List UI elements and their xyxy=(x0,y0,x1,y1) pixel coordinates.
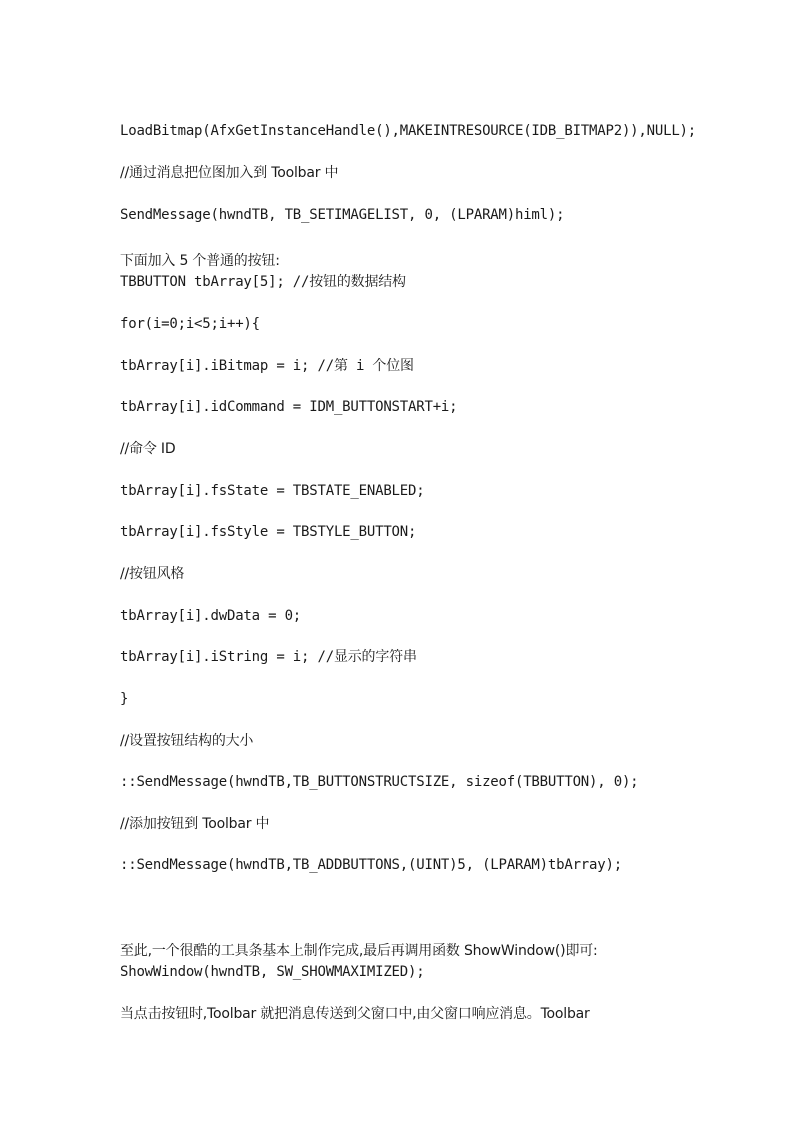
code-line-closing-brace: } xyxy=(120,691,129,707)
code-line-istring: tbArray[i].iString = i; //显示的字符串 xyxy=(120,649,417,665)
comment-line-add-buttons-toolbar: //添加按钮到 Toolbar 中 xyxy=(120,816,270,832)
code-line-sendmessage-structsize: ::SendMessage(hwndTB,TB_BUTTONSTRUCTSIZE, sizeof(TBBUTTON), 0); xyxy=(120,774,639,790)
code-line-sendmessage-addbuttons: ::SendMessage(hwndTB,TB_ADDBUTTONS,(UINT)5, (LPARAM)tbArray); xyxy=(120,857,622,873)
comment-line-command-id: //命令 ID xyxy=(120,441,176,457)
code-line-loadbitmap: LoadBitmap(AfxGetInstanceHandle(),MAKEINTRESOURCE(IDB_BITMAP2)),NULL); xyxy=(120,123,697,139)
comment-line-add-bitmap: //通过消息把位图加入到 Toolbar 中 xyxy=(120,165,339,181)
code-line-tbbutton-array: TBBUTTON tbArray[5]; //按钮的数据结构 xyxy=(120,274,406,290)
comment-line-set-struct-size: //设置按钮结构的大小 xyxy=(120,733,254,749)
code-line-ibitmap: tbArray[i].iBitmap = i; //第 i 个位图 xyxy=(120,358,414,374)
text-line-button-click: 当点击按钮时,Toolbar 就把消息传送到父窗口中,由父窗口响应消息。Toolbar xyxy=(120,1006,590,1022)
code-line-dwdata: tbArray[i].dwData = 0; xyxy=(120,608,302,624)
code-line-fsstate: tbArray[i].fsState = TBSTATE_ENABLED; xyxy=(120,483,425,499)
code-line-showwindow: ShowWindow(hwndTB, SW_SHOWMAXIMIZED); xyxy=(120,964,425,980)
comment-line-button-style: //按钮风格 xyxy=(120,566,185,582)
code-line-for-loop: for(i=0;i<5;i++){ xyxy=(120,316,260,332)
code-line-fsstyle: tbArray[i].fsStyle = TBSTYLE_BUTTON; xyxy=(120,524,417,540)
text-line-add-buttons: 下面加入 5 个普通的按钮: xyxy=(120,253,280,269)
text-line-toolbar-complete: 至此,一个很酷的工具条基本上制作完成,最后再调用函数 ShowWindow()即可: xyxy=(120,943,598,959)
code-line-idcommand: tbArray[i].idCommand = IDM_BUTTONSTART+i; xyxy=(120,399,458,415)
code-line-sendmessage-imagelist: SendMessage(hwndTB, TB_SETIMAGELIST, 0, (LPARAM)himl); xyxy=(120,207,565,223)
